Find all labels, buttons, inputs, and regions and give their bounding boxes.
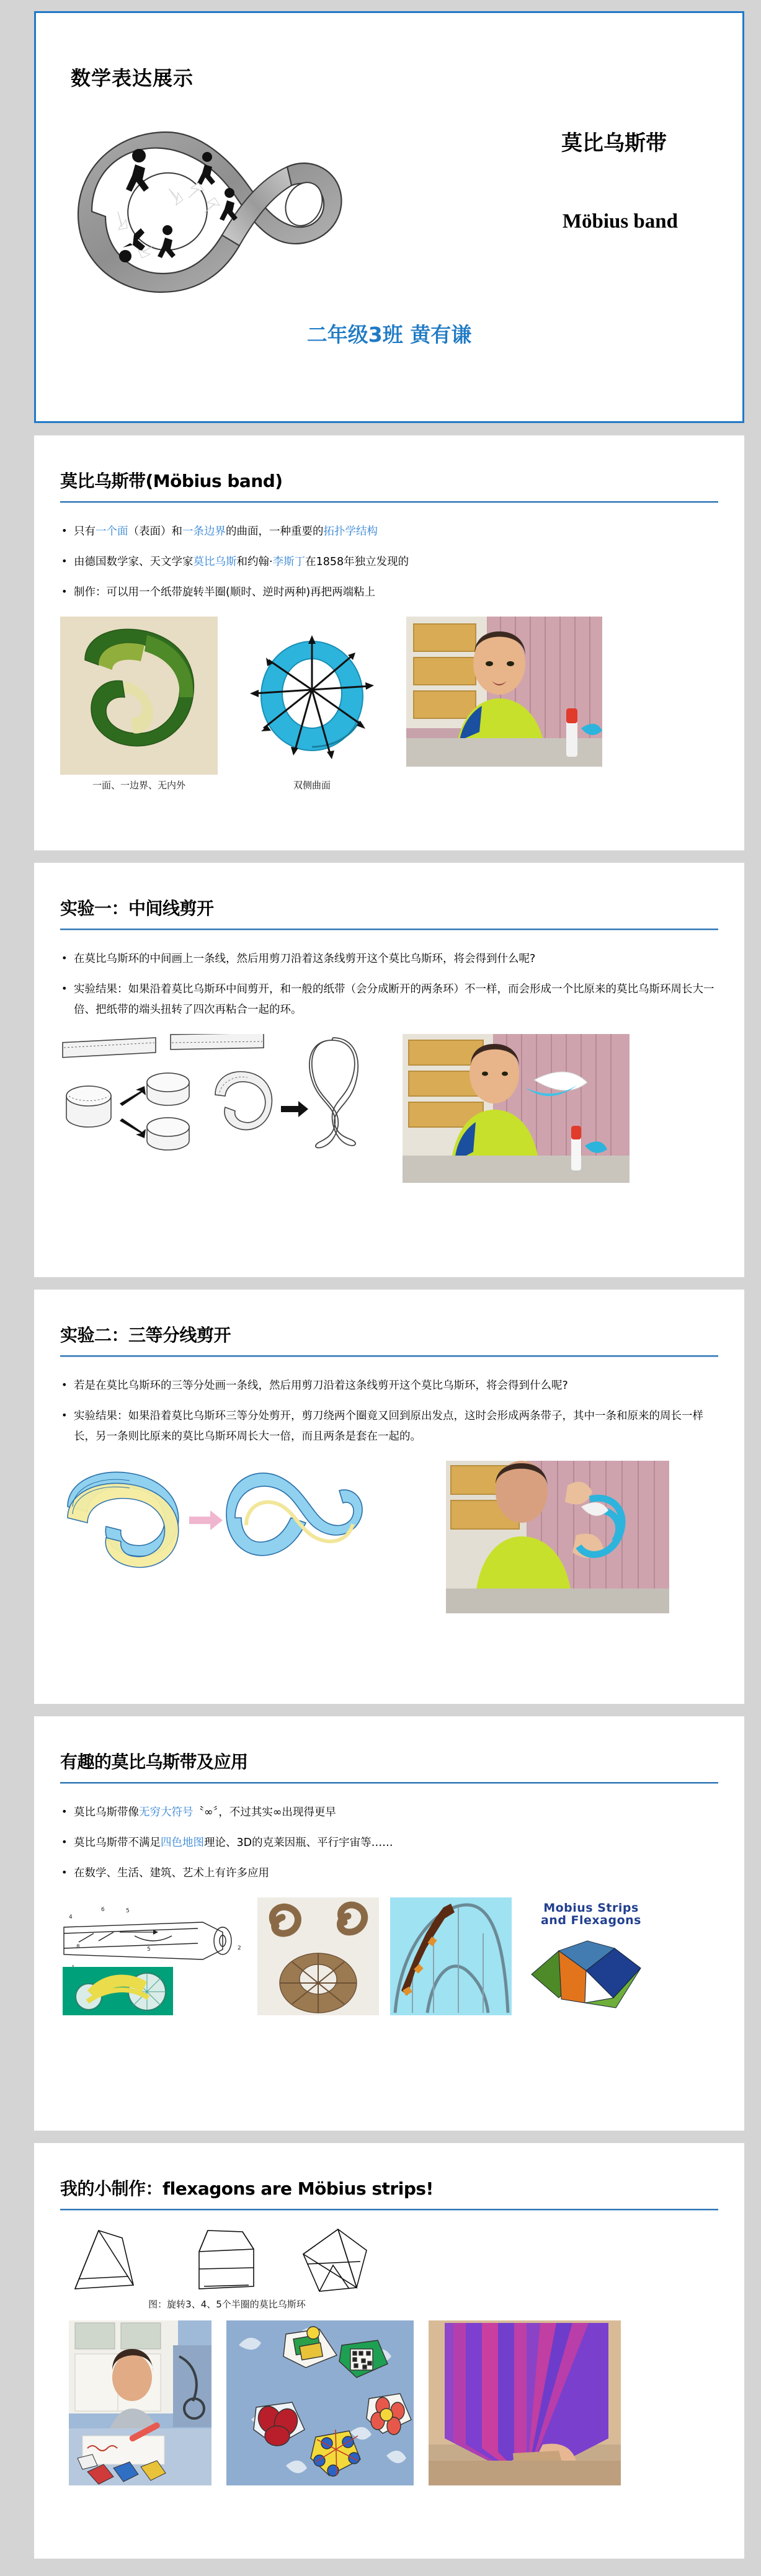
- slide-applications: [34, 1716, 744, 2131]
- bullet-seg-highlight: 莫比乌斯: [193, 556, 237, 568]
- slide-title: [34, 11, 744, 423]
- bullet-seg: 只有: [74, 525, 96, 538]
- slide5-media-row: [34, 1894, 744, 2015]
- bullet-item: [60, 949, 716, 969]
- diagram-cut-middle-line: [60, 1034, 389, 1158]
- bullet-seg-highlight: 无穷大符号: [139, 1806, 194, 1819]
- bullet-seg-highlight: 拓扑学结构: [323, 525, 378, 538]
- slide-mobius-intro: [34, 435, 744, 850]
- bullet-item: [60, 1833, 716, 1853]
- slide6-diagram-row: [34, 2211, 744, 2294]
- slide5-bullet-list: [34, 1784, 744, 1884]
- svg-text:2: 2: [238, 1945, 241, 1951]
- bullet-item: [60, 979, 716, 1020]
- slide6-heading: 我的小制作：flexagons are Möbius strips!: [60, 2178, 434, 2199]
- diagram-flexagon-3-half-turns: [69, 2227, 162, 2294]
- bullet-seg: 在数学、生活、建筑、艺术上有许多应用: [74, 1867, 269, 1879]
- svg-text:8: 8: [76, 1944, 80, 1950]
- slide4-media-row: [34, 1457, 744, 1613]
- bullet-seg: 实验结果：如果沿着莫比乌斯环三等分处剪开，剪刀绕两个圈竟又回到原出发点，这时会形成两条带子，其中一条和原来的周长一样长，另一条则比原来的莫比乌斯环周长大一倍，而且两条是套在一起的。: [74, 1410, 703, 1443]
- bullet-item: [60, 552, 716, 573]
- diagram-cut-thirds: [60, 1461, 432, 1572]
- mobius-infinity-illustration: [73, 118, 365, 305]
- slide3-bullet-list: [34, 930, 744, 1020]
- bullet-seg: 理论、3D的克莱因瓶、平行宇宙等……: [204, 1837, 393, 1849]
- slide3-heading: 实验一：中间线剪开: [60, 898, 214, 919]
- photo-student-cutting-band: [403, 1034, 630, 1183]
- bullet-seg: 在1858年独立发现的: [305, 556, 409, 568]
- author-line: 二年级3班 黄有谦: [306, 323, 472, 347]
- slide2-media-row: [34, 613, 744, 775]
- bullet-seg-highlight: 四色地图: [161, 1837, 204, 1849]
- image-wooden-knot-sculpture: [257, 1897, 379, 2015]
- presentation-deck: [0, 11, 761, 2576]
- slide6-photo-row: [34, 2311, 744, 2485]
- bullet-seg: 若是在莫比乌斯环的三等分处画一条线，然后用剪刀沿着这条线剪开这个莫比乌斯环，将会得到什么呢?: [74, 1379, 568, 1392]
- slide4-heading: 实验二：三等分线剪开: [60, 1325, 231, 1345]
- bullet-seg-highlight: 一个面: [96, 525, 128, 538]
- presentation-subject: 数学表达展示: [71, 66, 194, 90]
- logo-line-1: Mobius Strips: [543, 1901, 639, 1915]
- bullet-seg-highlight: 一条边界: [182, 525, 226, 538]
- bullet-item: [60, 1376, 716, 1396]
- diagram-flexagon-5-half-turns: [292, 2227, 385, 2294]
- bullet-item: [60, 1863, 716, 1884]
- caption-flexagon-diagrams: 图：旋转3、4、5个半圈的莫比乌斯环: [148, 2299, 306, 2310]
- slide-experiment-two: [34, 1290, 744, 1704]
- caption-one-side: 一面、一边界、无内外: [92, 780, 185, 791]
- bullet-seg: 在莫比乌斯环的中间画上一条线，然后用剪刀沿着这条线剪开这个莫比乌斯环，将会得到什么呢?: [74, 953, 536, 965]
- diagram-flexagon-4-half-turns: [180, 2227, 274, 2294]
- slide3-media-row: [34, 1030, 744, 1183]
- bullet-seg: 莫比乌斯带不满足: [74, 1837, 161, 1849]
- bullet-item: [60, 582, 716, 603]
- bullet-seg: 实验结果：如果沿着莫比乌斯环中间剪开，和一般的纸带（会分成断开的两条环）不一样，而会形成一个比原来的莫比乌斯环周长大一倍、把纸带的端头扭转了四次再粘合一起的环。: [74, 983, 714, 1016]
- photo-flexagon-collection: [226, 2320, 414, 2485]
- image-conveyor-belt-patent: [60, 1897, 246, 2015]
- photo-child-coloring-flexagons: [69, 2320, 211, 2485]
- slide2-heading: 莫比乌斯带(Möbius band): [60, 471, 283, 491]
- svg-text:4: 4: [69, 1914, 73, 1920]
- bullet-seg: 的曲面，一种重要的: [226, 525, 324, 538]
- slide2-bullet-list: [34, 503, 744, 603]
- photo-student-making-band: [406, 617, 602, 767]
- bullet-item: [60, 1406, 716, 1447]
- photo-hexaflexagon-in-hand: [429, 2320, 621, 2485]
- bullet-seg: 制作：可以用一个纸带旋转半圈(顺时、逆时两种)再把两端粘上: [74, 586, 376, 599]
- bullet-seg-highlight: 李斯丁: [272, 556, 306, 568]
- svg-text:6: 6: [101, 1907, 105, 1913]
- bullet-seg: （表面）和: [128, 525, 182, 538]
- bullet-seg: 由德国数学家、天文学家: [74, 556, 194, 568]
- slide-experiment-one: [34, 863, 744, 1277]
- image-roller-coaster: [390, 1897, 512, 2015]
- slide2-caption-row: [34, 775, 744, 791]
- bullet-item: [60, 1803, 716, 1823]
- slide4-bullet-list: [34, 1357, 744, 1447]
- image-mobius-flexagons-logo: [523, 1897, 659, 2015]
- caption-two-sided: 双侧曲面: [293, 780, 331, 791]
- topic-title-chinese: 莫比乌斯带: [561, 131, 667, 156]
- photo-student-holding-loops: [446, 1461, 669, 1613]
- bullet-seg: 和约翰·: [236, 556, 273, 568]
- slide5-heading: 有趣的莫比乌斯带及应用: [60, 1752, 248, 1772]
- photo-green-mobius-band: [60, 617, 218, 775]
- slide-my-craft: [34, 2143, 744, 2559]
- svg-text:5: 5: [126, 1908, 130, 1914]
- logo-line-2: and Flexagons: [540, 1913, 641, 1927]
- bullet-item: [60, 522, 716, 542]
- topic-title-english: Möbius band: [562, 210, 678, 233]
- bullet-seg: 莫比乌斯带像: [74, 1806, 139, 1819]
- svg-text:5: 5: [147, 1946, 151, 1953]
- diagram-two-sided-surface: [231, 617, 393, 775]
- bullet-seg: 〝∞〞，不过其实∞出现得更早: [193, 1806, 336, 1819]
